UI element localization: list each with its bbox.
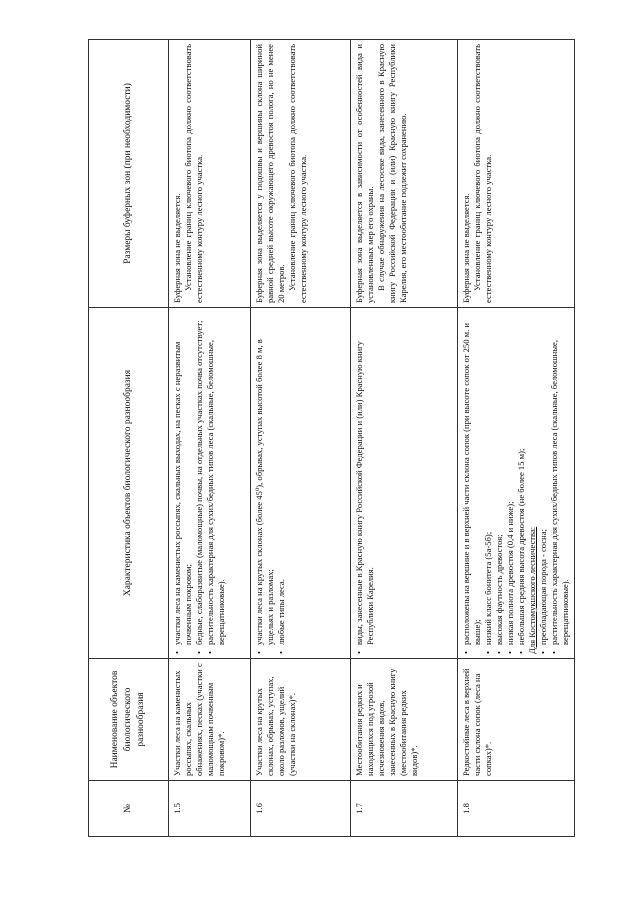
list-item: • виды, занесенные в Красную книгу Российской Федерации и (или) Красную книгу Республики Карелия. bbox=[354, 312, 376, 654]
table-row bbox=[251, 40, 351, 837]
buffer-paragraph: Установление границ ключевого биотопа должно соответствовать естественному контуру лесного участка. bbox=[183, 44, 204, 303]
header-buffer-zone: Размеры буферных зон (при необходимости) bbox=[89, 40, 169, 308]
buffer-paragraph: В случае обнаружения на лесосеке вида, занесенного в Красную книгу Российской Федерации и (или) Красную книгу Республики Карелия, его местообитание подлежит сохранению. bbox=[376, 44, 408, 303]
table-row bbox=[351, 40, 458, 837]
buffer-paragraph: Буферная зона не выделяется. bbox=[461, 193, 471, 303]
list-item: • низкий класс бонитета (5а-5б); bbox=[483, 312, 494, 654]
buffer-paragraph: Установление границ ключевого биотопа должно соответствовать естественному контуру лесного участка. bbox=[472, 44, 493, 303]
list-item: • небольшая средняя высота древостоя (не более 15 м); bbox=[516, 312, 527, 654]
row-name: Участки леса на крутых склонах, обрывах, уступах, около разломов, ущелий (участки на склонах)*. bbox=[251, 659, 351, 781]
table-row bbox=[458, 40, 575, 837]
list-item: • преобладающая порода - сосна; bbox=[538, 312, 549, 654]
row-buffer bbox=[458, 40, 575, 308]
list-item: • растительность характерная для сухих/бедных типов леса (скальные, беломошные, верещатниковые). bbox=[205, 312, 227, 654]
row-characteristics bbox=[169, 308, 251, 659]
row-characteristics bbox=[458, 308, 575, 659]
row-name: Участки леса на каменистых россыпях, скальных обнажениях, песках (участки с маломощным почвенным покровом)*. bbox=[169, 659, 251, 781]
buffer-paragraph: Буферная зона выделяется в зависимости от особенностей вида и установленных мер его охраны. bbox=[354, 44, 375, 303]
header-name: Наименование объектов биологического разнообразия bbox=[89, 659, 169, 781]
list-item: • участки леса на крутых склонах (более 45⁰), обрывах, уступах высотой более 8 м, в ущельях и разломах; bbox=[254, 312, 276, 654]
list-item: • участки леса на каменистых россыпях, скальных выходах, на песках с неразвитым почвенным покровом; bbox=[172, 312, 194, 654]
header-num: № bbox=[89, 781, 169, 837]
buffer-paragraph: Установление границ ключевого биотопа должно соответствовать естественному контуру лесного участка. bbox=[287, 44, 308, 303]
subheading: Для Костомукшского лесничества: bbox=[527, 526, 537, 654]
row-characteristics bbox=[251, 308, 351, 659]
table-row bbox=[169, 40, 251, 837]
row-buffer bbox=[351, 40, 458, 308]
row-num: 1.7 bbox=[351, 781, 458, 837]
row-name: Редкостойные леса в верхней части склона сопок (леса на сопках)*. bbox=[458, 659, 575, 781]
list-item: • любые типы леса. bbox=[276, 312, 287, 654]
biodiversity-table bbox=[88, 39, 575, 837]
table-body bbox=[169, 40, 575, 837]
buffer-paragraph: Буферная зона выделяется у подошвы и вершины склона шириной равной средней высоте окружающего древостоя полога, но не менее 20 метров. bbox=[254, 44, 286, 303]
row-buffer bbox=[251, 40, 351, 308]
row-num: 1.8 bbox=[458, 781, 575, 837]
row-characteristics bbox=[351, 308, 458, 659]
list-item: • высокая фаутность древостоя; bbox=[494, 312, 505, 654]
row-name: Местообитания редких и находящихся под угрозой исчезновения видов, занесенных в Красную книгу (местообитания редких видов)*. bbox=[351, 659, 458, 781]
list-item: • расположены на вершине и в верхней части склона сопок (при высоте сопок от 250 м. и выше); bbox=[461, 312, 483, 654]
row-buffer bbox=[169, 40, 251, 308]
list-item: • растительность характерная для сухих/бедных типов леса (скальные, беломошные, верещатниковые). bbox=[549, 312, 571, 654]
row-num: 1.6 bbox=[251, 781, 351, 837]
buffer-paragraph: Буферная зона не выделяется. bbox=[172, 193, 182, 303]
list-item: • бедные, слаборазвитые (маломощные) почвы, на отдельных участках почва отсутствует; bbox=[194, 312, 205, 654]
header-row bbox=[89, 40, 169, 837]
rotated-page bbox=[88, 40, 570, 837]
header-characteristics: Характеристика объектов биологического разнообразия bbox=[89, 308, 169, 659]
list-item: • низкая полнота древостоя (0,4 и ниже); bbox=[505, 312, 516, 654]
row-num: 1.5 bbox=[169, 781, 251, 837]
